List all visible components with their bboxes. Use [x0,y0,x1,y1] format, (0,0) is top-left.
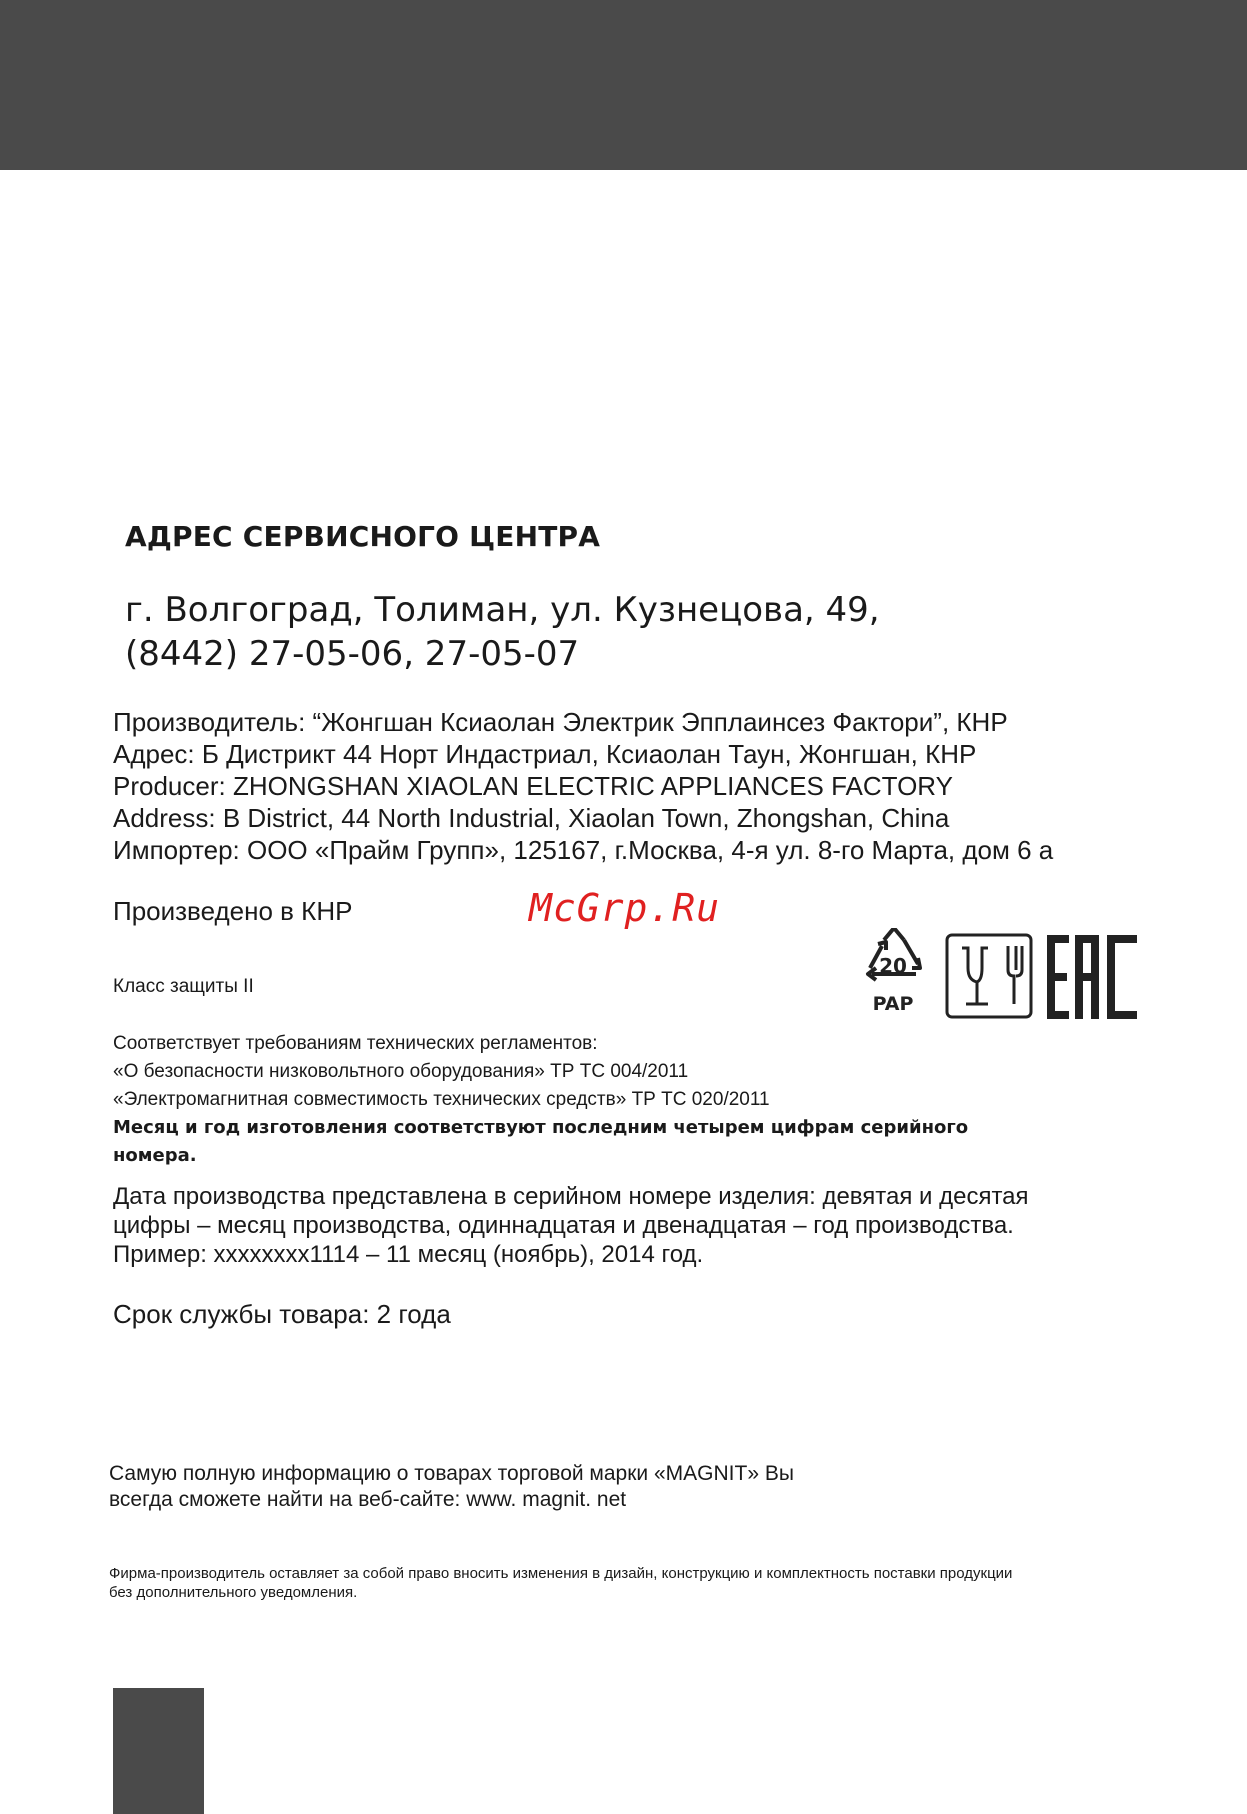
importer: Импортер: ООО «Прайм Групп», 125167, г.Москва, 4-я ул. 8-го Марта, дом 6 а [113,835,1054,865]
disclaimer-line: Фирма-производитель оставляет за собой право вносить изменения в дизайн, конструкцию и комплектность поставки продукции [109,1565,1013,1582]
certification-marks [860,928,1137,1024]
disclaimer [109,1564,1012,1602]
production-date-line: цифры – месяц производства, одиннадцатая и двенадцатая – год производства. [113,1212,1014,1239]
food-safe-icon [947,935,1031,1017]
recycling-code: PAP [872,993,914,1015]
brand-info [109,1461,794,1513]
address-ru: Адрес: Б Дистрикт 44 Норт Индастриал, Ксиаолан Таун, Жонгшан, КНР [113,739,977,769]
made-in-label: Произведено в КНР [113,896,353,926]
watermark-text: McGrp.Ru [529,886,721,930]
protection-class: Класс защиты II [113,976,254,997]
address-en: Address: B District, 44 North Industrial, Xiaolan Town, Zhongshan, China [113,803,950,833]
disclaimer-line: без дополнительного уведомления. [109,1584,358,1601]
eac-mark-icon [1047,935,1137,1019]
producer-ru: Производитель: “Жонгшан Ксиаолан Электрик Эпплаинсез Фактори”, КНР [113,707,1008,737]
production-date-info [113,1182,1029,1269]
conformity-statement [113,1030,968,1170]
service-life: Срок службы товара: 2 года [113,1299,451,1329]
conformity-line: «Электромагнитная совместимость технических средств» ТР ТС 020/2011 [113,1089,770,1110]
brand-info-line: Самую полную информацию о товарах торговой марки «MAGNIT» Вы [109,1462,794,1485]
brand-info-line: всегда сможете найти на веб-сайте: www. magnit. net [109,1488,627,1511]
service-center-title: АДРЕС СЕРВИСНОГО ЦЕНТРА [125,520,601,553]
serial-date-note: Месяц и год изготовления соответствуют последним четырем цифрам серийного [113,1117,969,1138]
conformity-line: Соответствует требованиям технических регламентов: [113,1033,598,1054]
service-phone-line: (8442) 27-05-06, 27-05-07 [125,634,580,674]
recycling-number: 20 [879,954,907,978]
page-tab [113,1688,204,1814]
producer-en: Producer: ZHONGSHAN XIAOLAN ELECTRIC APPLIANCES FACTORY [113,771,953,801]
service-address-line: г. Волгоград, Толиман, ул. Кузнецова, 49, [125,590,880,630]
service-center-address [125,588,880,676]
manufacturer-info [113,706,1053,866]
production-date-line: Дата производства представлена в серийном номере изделия: девятая и десятая [113,1183,1029,1210]
header-band [0,0,1247,170]
production-date-line: Пример: xxxxxxxx1114 – 11 месяц (ноябрь), 2014 год. [113,1241,704,1268]
serial-date-note: номера. [113,1145,197,1166]
conformity-line: «О безопасности низковольтного оборудования» ТР ТС 004/2011 [113,1061,689,1082]
